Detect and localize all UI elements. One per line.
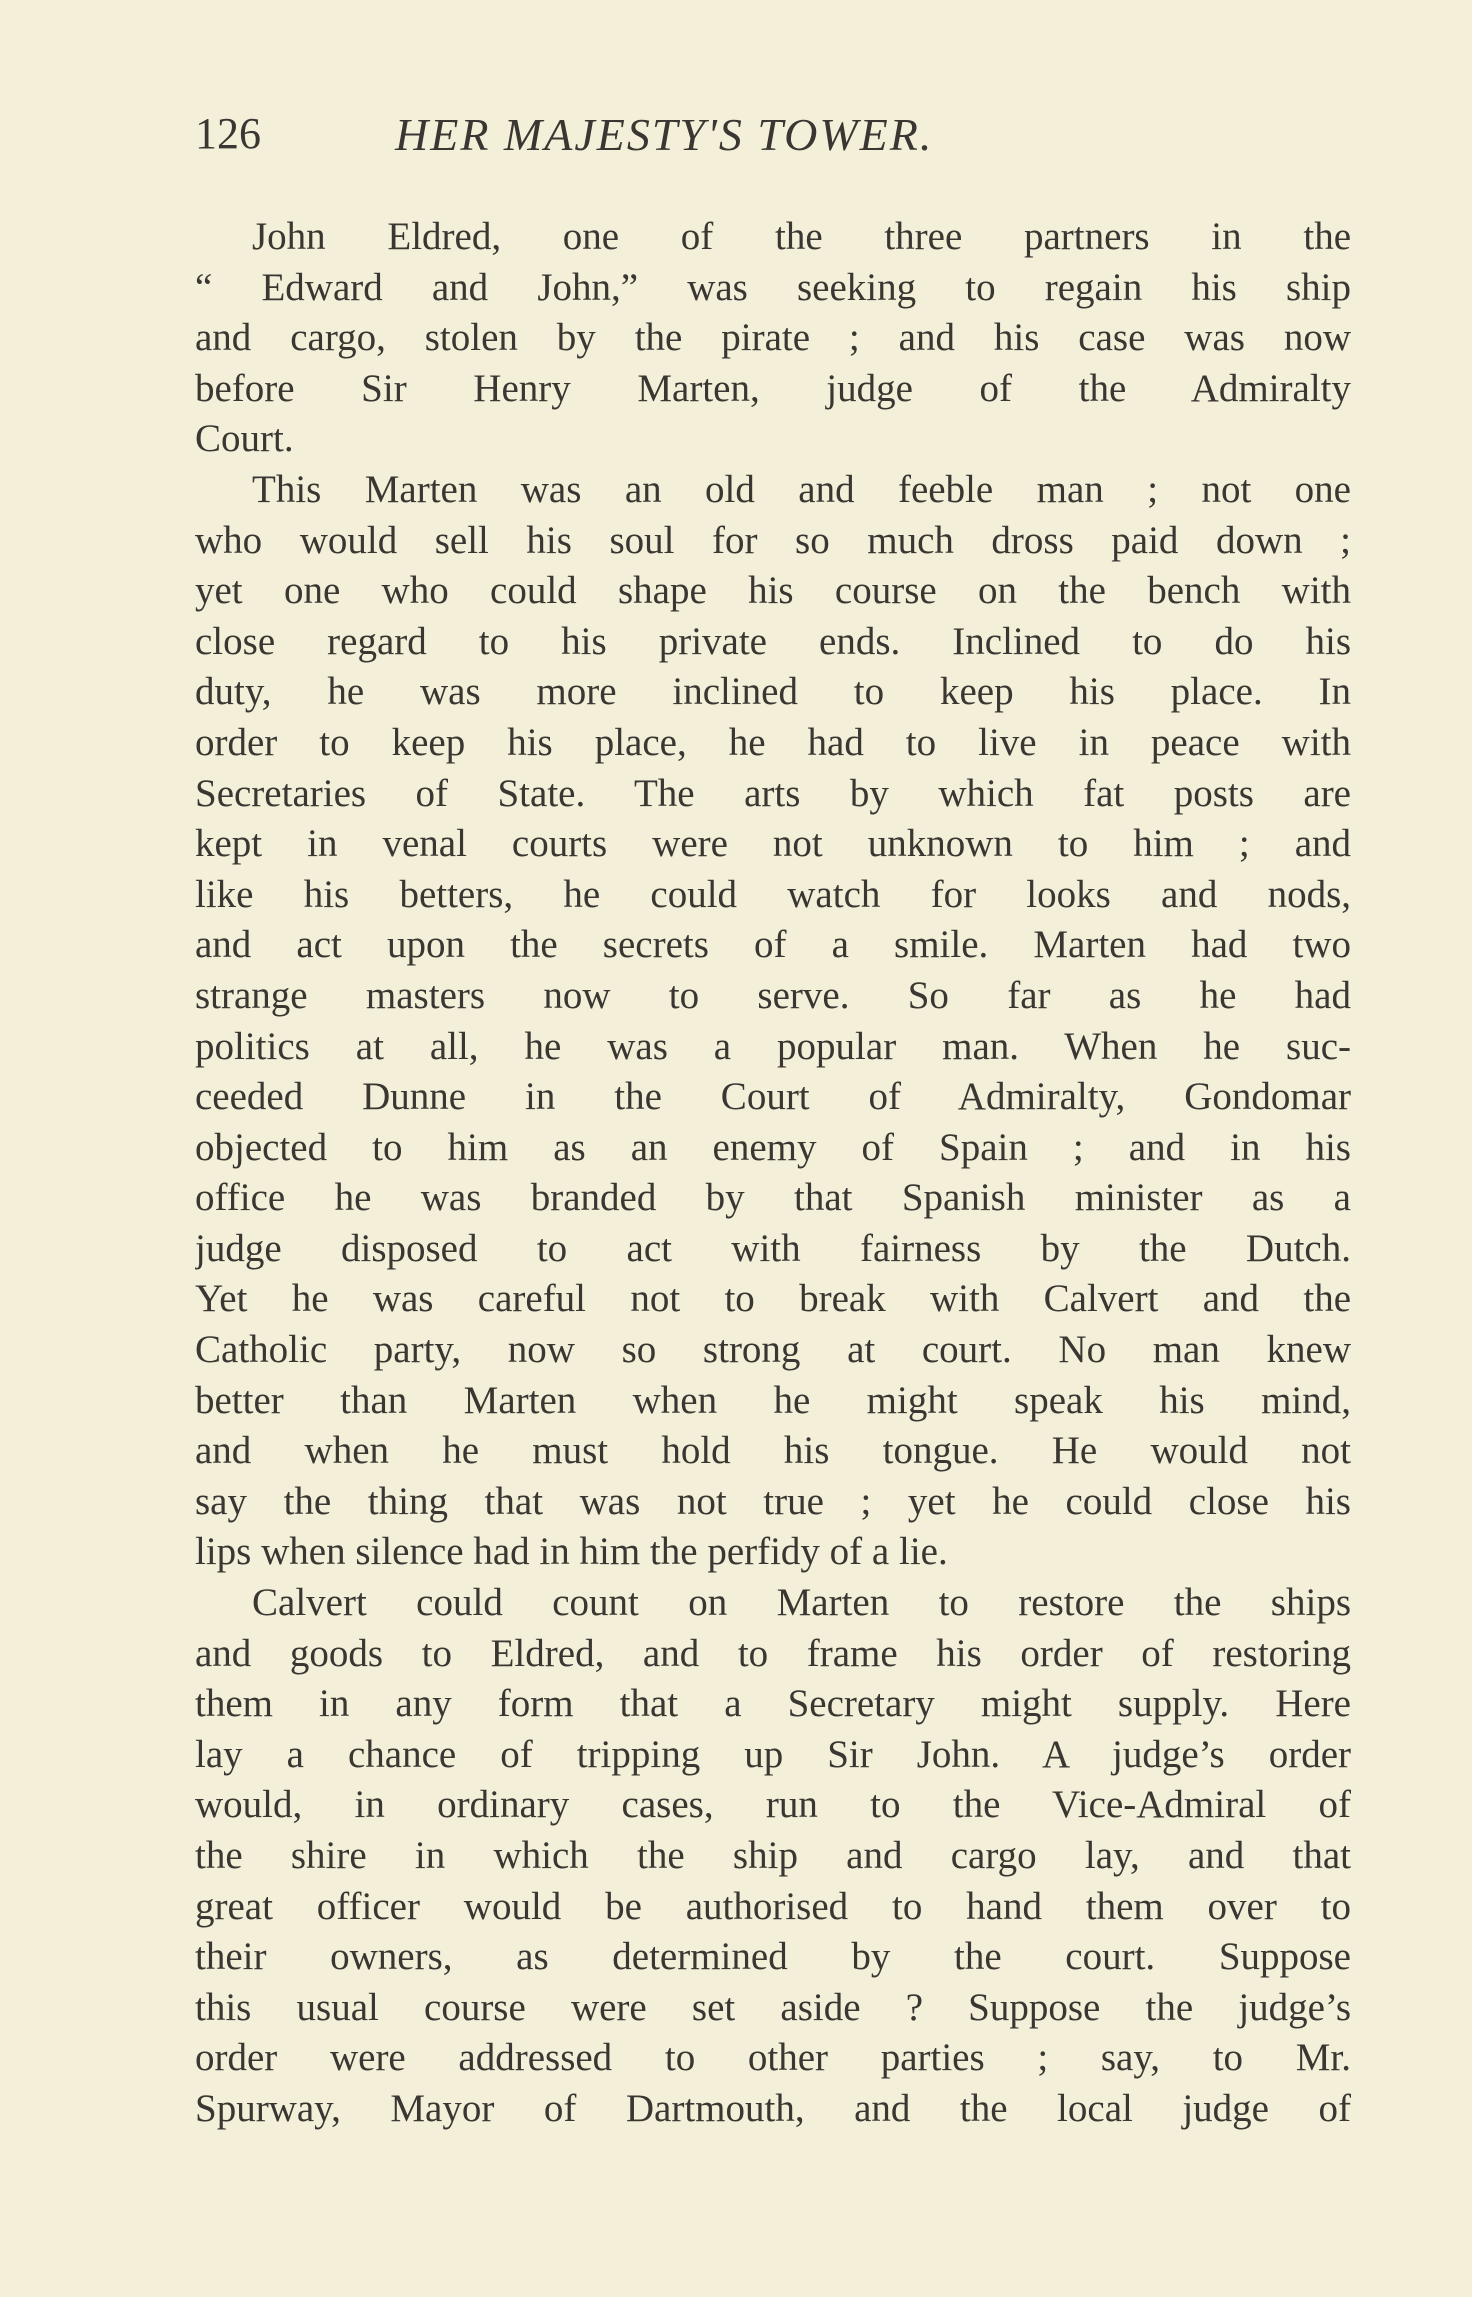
body-text [195, 212, 1351, 2135]
text-line: Yet he was careful not to break with Calvert and the [195, 1277, 1351, 1321]
text-line: lay a chance of tripping up Sir John. A judge’s order [195, 1732, 1351, 1776]
text-line: the shire in which the ship and cargo lay, and that [195, 1834, 1351, 1877]
text-line: Calvert could count on Marten to restore the ships [252, 1581, 1351, 1625]
text-line: and goods to Eldred, and to frame his order of restoring [195, 1631, 1351, 1675]
text-line: and act upon the secrets of a smile. Marten had two [195, 923, 1351, 967]
text-line: lips when silence had in him the perfidy of a lie. [195, 1530, 948, 1574]
text-line: better than Marten when he might speak his mind, [195, 1378, 1351, 1422]
text-line: “ Edward and John,” was seeking to regain his ship [195, 265, 1351, 309]
text-line: kept in venal courts were not unknown to him ; and [195, 822, 1351, 866]
running-title: HER MAJESTY'S TOWER. [395, 109, 934, 160]
page-number: 126 [195, 109, 261, 158]
text-line: strange masters now to serve. So far as he had [195, 973, 1351, 1017]
text-line: duty, he was more inclined to keep his place. In [195, 670, 1351, 714]
text-line: close regard to his private ends. Inclined to do his [195, 619, 1351, 663]
text-line: who would sell his soul for so much dross paid down ; [195, 518, 1351, 562]
text-line: great officer would be authorised to hand them over to [195, 1884, 1351, 1928]
text-line: judge disposed to act with fairness by the Dutch. [195, 1226, 1351, 1270]
text-line: and when he must hold his tongue. He would not [195, 1429, 1351, 1473]
text-line: Catholic party, now so strong at court. No man knew [195, 1328, 1351, 1372]
text-line: politics at all, he was a popular man. When he suc- [195, 1024, 1351, 1068]
text-line: like his betters, he could watch for looks and nods, [195, 872, 1351, 916]
running-header [195, 108, 1351, 168]
text-line: This Marten was an old and feeble man ; not one [252, 467, 1351, 511]
text-line: objected to him as an enemy of Spain ; and in his [195, 1125, 1351, 1169]
text-line: would, in ordinary cases, run to the Vice-Admiral of [195, 1783, 1351, 1827]
text-line: Spurway, Mayor of Dartmouth, and the local judge of [195, 2086, 1351, 2130]
text-line: yet one who could shape his course on the bench with [195, 569, 1351, 613]
text-line: say the thing that was not true ; yet he could close his [195, 1479, 1351, 1523]
text-line: Secretaries of State. The arts by which fat posts are [195, 771, 1351, 815]
text-line: this usual course were set aside ? Suppose the judge’s [195, 1985, 1351, 2029]
text-line: Court. [195, 417, 294, 461]
text-line: their owners, as determined by the court. Suppose [195, 1935, 1351, 1979]
text-line: John Eldred, one of the three partners in the [252, 215, 1351, 258]
text-line: order to keep his place, he had to live in peace with [195, 720, 1351, 764]
text-line: and cargo, stolen by the pirate ; and his case was now [195, 316, 1351, 360]
text-line: office he was branded by that Spanish minister as a [195, 1176, 1351, 1220]
text-line: order were addressed to other parties ; say, to Mr. [195, 2036, 1351, 2080]
text-line: before Sir Henry Marten, judge of the Admiralty [195, 366, 1351, 410]
text-line: ceeded Dunne in the Court of Admiralty, Gondomar [195, 1075, 1351, 1119]
text-line: them in any form that a Secretary might supply. Here [195, 1682, 1351, 1726]
